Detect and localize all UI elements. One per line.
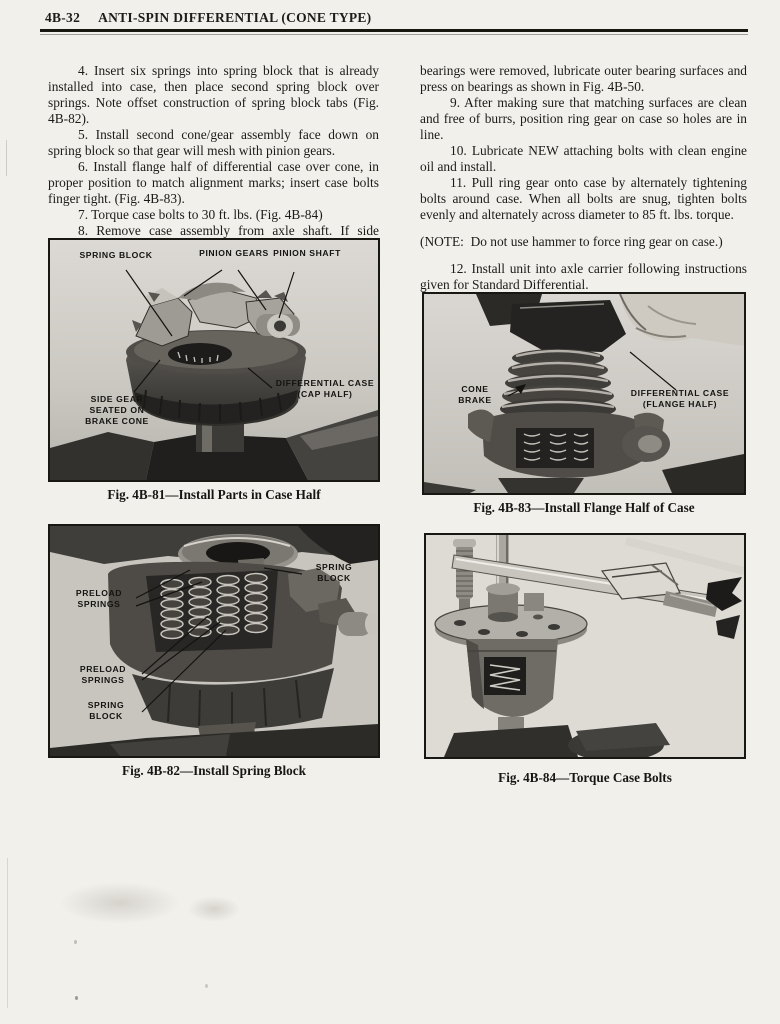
step-6-paragraph: 6. Install flange half of differential case over cone, in proper position to match alignment marks; insert case bolts finger tight. (Fig. 4B-83). [48, 159, 379, 206]
continuation-paragraph: bearings were removed, lubricate outer bearing surfaces and press on bearings as shown in Fig. 4B-50. [420, 63, 747, 94]
callout-preload-springs-upper: PRELOAD SPRINGS [75, 588, 123, 609]
callout-preload-springs-lower: PRELOAD SPRINGS [79, 664, 127, 685]
step-12-paragraph: 12. Install unit into axle carrier following instructions given for Standard Differential. [420, 261, 747, 292]
scan-smudge [188, 896, 240, 922]
figure-4b82 [48, 524, 380, 758]
callout-spring-block-top: SPRING BLOCK [315, 562, 353, 583]
callout-differential-case-flange-half: DIFFERENTIAL CASE (FLANGE HALF) [630, 388, 730, 409]
callout-spring-block: SPRING BLOCK [79, 250, 153, 260]
step-8-paragraph: 8. Remove case assembly from axle shaft. If side [78, 223, 379, 238]
page-header [45, 10, 371, 26]
note-paragraph: (NOTE: Do not use hammer to force ring gear on case.) [420, 234, 723, 249]
scan-speck [75, 996, 78, 1000]
figure-4b81 [48, 238, 380, 482]
scan-smudge [60, 882, 180, 924]
figure-4b81-caption: Fig. 4B-81—Install Parts in Case Half [107, 487, 321, 502]
fig-4b81-photo [50, 240, 378, 480]
step-7-paragraph: 7. Torque case bolts to 30 ft. lbs. (Fig. 4B-84) [78, 207, 323, 222]
step-5-paragraph: 5. Install second cone/gear assembly face down on spring block so that gear will mesh with pinion gears. [48, 127, 379, 158]
callout-differential-case-cap-half: DIFFERENTIAL CASE (CAP HALF) [275, 378, 375, 399]
left-column [48, 63, 379, 239]
scan-speck [74, 940, 77, 944]
scan-artifact-line [6, 140, 7, 176]
step-10-paragraph: 10. Lubricate NEW attaching bolts with clean engine oil and install. [420, 143, 747, 174]
section-number: 4B-32 [45, 10, 81, 25]
page-title: ANTI-SPIN DIFFERENTIAL (CONE TYPE) [98, 10, 372, 25]
header-rule [40, 29, 748, 32]
figure-4b84 [424, 533, 746, 759]
header-rule-echo [40, 34, 748, 35]
step-4-paragraph: 4. Insert six springs into spring block that is already installed into case, then place second spring block over springs. Note offset construction of spring block tabs (Fig. 4B-82). [48, 63, 379, 126]
callout-pinion-gears: PINION GEARS [199, 248, 269, 258]
step-9-paragraph: 9. After making sure that matching surfaces are clean and free of burrs, position ring gear on case so holes are in line. [420, 95, 747, 142]
callout-cone-brake: CONE BRAKE [458, 384, 492, 405]
scan-speck [205, 984, 208, 988]
figure-4b84-caption: Fig. 4B-84—Torque Case Bolts [498, 770, 672, 785]
right-column [420, 63, 747, 293]
step-11-paragraph: 11. Pull ring gear onto case by alternately tightening bolts around case. When all bolts are snug, tighten bolts evenly and alternately across diameter to 85 ft. lbs. torque. [420, 175, 747, 222]
fig-4b84-photo [426, 535, 744, 757]
scan-artifact-line [7, 858, 8, 1008]
figure-4b83 [422, 292, 746, 495]
callout-pinion-shaft: PINION SHAFT [273, 248, 341, 258]
figure-4b82-caption: Fig. 4B-82—Install Spring Block [122, 763, 306, 778]
figure-4b83-caption: Fig. 4B-83—Install Flange Half of Case [473, 500, 695, 515]
callout-side-gear-seated-on-brake-cone: SIDE GEAR SEATED ON BRAKE CONE [85, 394, 149, 426]
callout-spring-block-bottom: SPRING BLOCK [87, 700, 125, 721]
